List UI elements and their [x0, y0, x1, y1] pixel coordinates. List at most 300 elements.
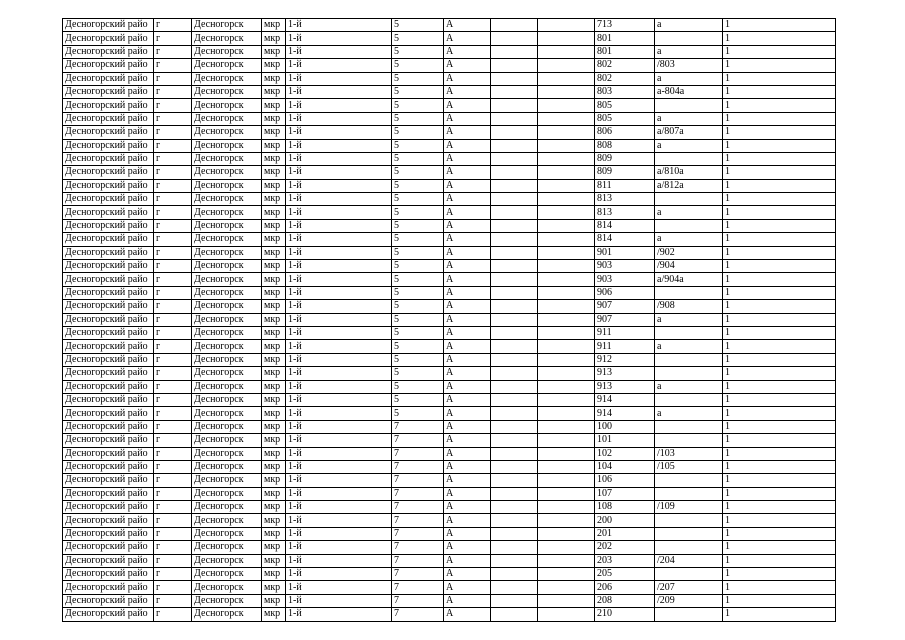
block-cell: 5 — [392, 72, 444, 85]
house-number-cell: 903 — [595, 273, 655, 286]
table-row — [63, 99, 836, 112]
block-cell: 7 — [392, 434, 444, 447]
block-cell: 5 — [392, 59, 444, 72]
city-cell: Десногорск — [192, 45, 262, 58]
settlement-type-cell: мкр — [262, 99, 286, 112]
locality-type-cell: г — [154, 353, 192, 366]
district-cell: Десногорский райо — [63, 581, 154, 594]
house-suffix-cell: а — [655, 233, 723, 246]
settlement-name-cell: 1-й — [286, 166, 392, 179]
empty-cell — [491, 152, 538, 165]
table-row — [63, 447, 836, 460]
settlement-name-cell: 1-й — [286, 353, 392, 366]
house-number-cell: 914 — [595, 393, 655, 406]
city-cell: Десногорск — [192, 300, 262, 313]
house-number-cell: 912 — [595, 353, 655, 366]
letter-cell: А — [444, 233, 491, 246]
letter-cell: А — [444, 112, 491, 125]
block-cell: 5 — [392, 126, 444, 139]
letter-cell: А — [444, 300, 491, 313]
letter-cell: А — [444, 541, 491, 554]
city-cell: Десногорск — [192, 420, 262, 433]
count-cell: 1 — [723, 393, 836, 406]
settlement-type-cell: мкр — [262, 447, 286, 460]
letter-cell: А — [444, 474, 491, 487]
block-cell: 7 — [392, 554, 444, 567]
table-row — [63, 45, 836, 58]
city-cell: Десногорск — [192, 233, 262, 246]
locality-type-cell: г — [154, 420, 192, 433]
empty-cell — [491, 246, 538, 259]
block-cell: 7 — [392, 420, 444, 433]
table-row — [63, 581, 836, 594]
house-suffix-cell: /103 — [655, 447, 723, 460]
block-cell: 5 — [392, 152, 444, 165]
house-suffix-cell: /204 — [655, 554, 723, 567]
city-cell: Десногорск — [192, 313, 262, 326]
empty-cell — [538, 326, 595, 339]
house-number-cell: 802 — [595, 59, 655, 72]
block-cell: 5 — [392, 179, 444, 192]
table-row — [63, 19, 836, 32]
table-row — [63, 286, 836, 299]
settlement-type-cell: мкр — [262, 420, 286, 433]
house-suffix-cell — [655, 32, 723, 45]
house-suffix-cell: а — [655, 139, 723, 152]
settlement-type-cell: мкр — [262, 568, 286, 581]
letter-cell: А — [444, 206, 491, 219]
locality-type-cell: г — [154, 139, 192, 152]
district-cell: Десногорский райо — [63, 286, 154, 299]
house-suffix-cell: /803 — [655, 59, 723, 72]
district-cell: Десногорский райо — [63, 99, 154, 112]
settlement-type-cell: мкр — [262, 501, 286, 514]
empty-cell — [538, 32, 595, 45]
block-cell: 7 — [392, 460, 444, 473]
settlement-name-cell: 1-й — [286, 179, 392, 192]
house-number-cell: 208 — [595, 594, 655, 607]
locality-type-cell: г — [154, 434, 192, 447]
empty-cell — [538, 193, 595, 206]
district-cell: Десногорский райо — [63, 594, 154, 607]
district-cell: Десногорский райо — [63, 487, 154, 500]
empty-cell — [538, 72, 595, 85]
empty-cell — [491, 85, 538, 98]
district-cell: Десногорский райо — [63, 514, 154, 527]
city-cell: Десногорск — [192, 594, 262, 607]
block-cell: 5 — [392, 99, 444, 112]
locality-type-cell: г — [154, 260, 192, 273]
letter-cell: А — [444, 166, 491, 179]
house-number-cell: 914 — [595, 407, 655, 420]
settlement-type-cell: мкр — [262, 460, 286, 473]
city-cell: Десногорск — [192, 99, 262, 112]
empty-cell — [538, 45, 595, 58]
district-cell: Десногорский райо — [63, 126, 154, 139]
letter-cell: А — [444, 152, 491, 165]
empty-cell — [491, 434, 538, 447]
empty-cell — [538, 273, 595, 286]
settlement-name-cell: 1-й — [286, 85, 392, 98]
locality-type-cell: г — [154, 246, 192, 259]
settlement-name-cell: 1-й — [286, 246, 392, 259]
empty-cell — [491, 139, 538, 152]
table-row — [63, 193, 836, 206]
settlement-name-cell: 1-й — [286, 474, 392, 487]
empty-cell — [538, 541, 595, 554]
house-number-cell: 713 — [595, 19, 655, 32]
settlement-type-cell: мкр — [262, 193, 286, 206]
locality-type-cell: г — [154, 300, 192, 313]
city-cell: Десногорск — [192, 527, 262, 540]
district-cell: Десногорский райо — [63, 112, 154, 125]
city-cell: Десногорск — [192, 286, 262, 299]
district-cell: Десногорский райо — [63, 193, 154, 206]
house-suffix-cell — [655, 99, 723, 112]
empty-cell — [538, 59, 595, 72]
empty-cell — [491, 460, 538, 473]
table-row — [63, 166, 836, 179]
empty-cell — [491, 179, 538, 192]
locality-type-cell: г — [154, 393, 192, 406]
letter-cell: А — [444, 340, 491, 353]
count-cell: 1 — [723, 407, 836, 420]
block-cell: 5 — [392, 393, 444, 406]
locality-type-cell: г — [154, 219, 192, 232]
block-cell: 5 — [392, 273, 444, 286]
house-suffix-cell — [655, 527, 723, 540]
settlement-type-cell: мкр — [262, 326, 286, 339]
empty-cell — [491, 126, 538, 139]
house-suffix-cell: /207 — [655, 581, 723, 594]
house-suffix-cell: а — [655, 72, 723, 85]
house-suffix-cell: а — [655, 206, 723, 219]
block-cell: 5 — [392, 380, 444, 393]
table-row — [63, 353, 836, 366]
block-cell: 5 — [392, 139, 444, 152]
count-cell: 1 — [723, 99, 836, 112]
empty-cell — [491, 407, 538, 420]
house-number-cell: 811 — [595, 179, 655, 192]
table-row — [63, 527, 836, 540]
house-suffix-cell — [655, 219, 723, 232]
city-cell: Десногорск — [192, 393, 262, 406]
house-suffix-cell — [655, 487, 723, 500]
settlement-type-cell: мкр — [262, 179, 286, 192]
table-row — [63, 434, 836, 447]
block-cell: 5 — [392, 407, 444, 420]
house-number-cell: 203 — [595, 554, 655, 567]
empty-cell — [538, 554, 595, 567]
empty-cell — [538, 313, 595, 326]
empty-cell — [491, 501, 538, 514]
count-cell: 1 — [723, 474, 836, 487]
settlement-name-cell: 1-й — [286, 541, 392, 554]
empty-cell — [538, 286, 595, 299]
city-cell: Десногорск — [192, 59, 262, 72]
count-cell: 1 — [723, 112, 836, 125]
empty-cell — [491, 594, 538, 607]
empty-cell — [538, 99, 595, 112]
city-cell: Десногорск — [192, 501, 262, 514]
house-number-cell: 805 — [595, 112, 655, 125]
empty-cell — [491, 353, 538, 366]
locality-type-cell: г — [154, 340, 192, 353]
empty-cell — [538, 152, 595, 165]
house-suffix-cell — [655, 152, 723, 165]
settlement-type-cell: мкр — [262, 85, 286, 98]
letter-cell: А — [444, 59, 491, 72]
settlement-name-cell: 1-й — [286, 460, 392, 473]
locality-type-cell: г — [154, 447, 192, 460]
empty-cell — [538, 514, 595, 527]
district-cell: Десногорский райо — [63, 554, 154, 567]
house-suffix-cell: а — [655, 340, 723, 353]
block-cell: 5 — [392, 260, 444, 273]
settlement-type-cell: мкр — [262, 59, 286, 72]
district-cell: Десногорский райо — [63, 59, 154, 72]
settlement-type-cell: мкр — [262, 126, 286, 139]
settlement-name-cell: 1-й — [286, 554, 392, 567]
settlement-type-cell: мкр — [262, 474, 286, 487]
count-cell: 1 — [723, 246, 836, 259]
settlement-type-cell: мкр — [262, 313, 286, 326]
settlement-type-cell: мкр — [262, 393, 286, 406]
empty-cell — [538, 367, 595, 380]
empty-cell — [538, 460, 595, 473]
house-suffix-cell: а — [655, 112, 723, 125]
settlement-type-cell: мкр — [262, 340, 286, 353]
locality-type-cell: г — [154, 273, 192, 286]
letter-cell: А — [444, 326, 491, 339]
city-cell: Десногорск — [192, 340, 262, 353]
empty-cell — [491, 112, 538, 125]
district-cell: Десногорский райо — [63, 407, 154, 420]
district-cell: Десногорский райо — [63, 501, 154, 514]
settlement-name-cell: 1-й — [286, 594, 392, 607]
count-cell: 1 — [723, 179, 836, 192]
locality-type-cell: г — [154, 45, 192, 58]
empty-cell — [491, 367, 538, 380]
empty-cell — [538, 527, 595, 540]
house-suffix-cell — [655, 353, 723, 366]
empty-cell — [491, 19, 538, 32]
house-number-cell: 101 — [595, 434, 655, 447]
district-cell: Десногорский райо — [63, 447, 154, 460]
city-cell: Десногорск — [192, 326, 262, 339]
table-row — [63, 594, 836, 607]
settlement-type-cell: мкр — [262, 407, 286, 420]
empty-cell — [491, 273, 538, 286]
settlement-type-cell: мкр — [262, 300, 286, 313]
locality-type-cell: г — [154, 32, 192, 45]
letter-cell: А — [444, 608, 491, 621]
house-suffix-cell: /902 — [655, 246, 723, 259]
house-number-cell: 107 — [595, 487, 655, 500]
empty-cell — [538, 179, 595, 192]
letter-cell: А — [444, 380, 491, 393]
settlement-name-cell: 1-й — [286, 608, 392, 621]
table-row — [63, 300, 836, 313]
count-cell: 1 — [723, 233, 836, 246]
empty-cell — [538, 126, 595, 139]
count-cell: 1 — [723, 460, 836, 473]
locality-type-cell: г — [154, 193, 192, 206]
empty-cell — [491, 32, 538, 45]
district-cell: Десногорский райо — [63, 474, 154, 487]
settlement-name-cell: 1-й — [286, 380, 392, 393]
letter-cell: А — [444, 139, 491, 152]
city-cell: Десногорск — [192, 260, 262, 273]
house-number-cell: 813 — [595, 206, 655, 219]
district-cell: Десногорский райо — [63, 85, 154, 98]
district-cell: Десногорский райо — [63, 380, 154, 393]
house-number-cell: 206 — [595, 581, 655, 594]
letter-cell: А — [444, 286, 491, 299]
table-row — [63, 420, 836, 433]
empty-cell — [538, 139, 595, 152]
table-row — [63, 152, 836, 165]
locality-type-cell: г — [154, 313, 192, 326]
block-cell: 5 — [392, 367, 444, 380]
block-cell: 5 — [392, 286, 444, 299]
letter-cell: А — [444, 594, 491, 607]
settlement-name-cell: 1-й — [286, 313, 392, 326]
table-row — [63, 219, 836, 232]
district-cell: Десногорский райо — [63, 367, 154, 380]
count-cell: 1 — [723, 447, 836, 460]
house-number-cell: 906 — [595, 286, 655, 299]
house-suffix-cell: /904 — [655, 260, 723, 273]
count-cell: 1 — [723, 527, 836, 540]
settlement-name-cell: 1-й — [286, 501, 392, 514]
empty-cell — [538, 420, 595, 433]
letter-cell: А — [444, 273, 491, 286]
empty-cell — [538, 474, 595, 487]
table-row — [63, 487, 836, 500]
settlement-name-cell: 1-й — [286, 407, 392, 420]
district-cell: Десногорский райо — [63, 326, 154, 339]
locality-type-cell: г — [154, 59, 192, 72]
empty-cell — [491, 260, 538, 273]
count-cell: 1 — [723, 380, 836, 393]
count-cell: 1 — [723, 340, 836, 353]
house-suffix-cell — [655, 608, 723, 621]
letter-cell: А — [444, 568, 491, 581]
letter-cell: А — [444, 447, 491, 460]
empty-cell — [491, 541, 538, 554]
settlement-name-cell: 1-й — [286, 32, 392, 45]
locality-type-cell: г — [154, 474, 192, 487]
house-suffix-cell — [655, 568, 723, 581]
locality-type-cell: г — [154, 487, 192, 500]
letter-cell: А — [444, 460, 491, 473]
house-suffix-cell: а — [655, 380, 723, 393]
locality-type-cell: г — [154, 126, 192, 139]
count-cell: 1 — [723, 367, 836, 380]
table-row — [63, 273, 836, 286]
settlement-name-cell: 1-й — [286, 206, 392, 219]
settlement-name-cell: 1-й — [286, 112, 392, 125]
letter-cell: А — [444, 246, 491, 259]
house-number-cell: 108 — [595, 501, 655, 514]
empty-cell — [491, 340, 538, 353]
house-number-cell: 907 — [595, 313, 655, 326]
block-cell: 7 — [392, 608, 444, 621]
district-cell: Десногорский райо — [63, 353, 154, 366]
settlement-type-cell: мкр — [262, 286, 286, 299]
district-cell: Десногорский райо — [63, 32, 154, 45]
locality-type-cell: г — [154, 594, 192, 607]
house-suffix-cell — [655, 514, 723, 527]
city-cell: Десногорск — [192, 166, 262, 179]
table-row — [63, 541, 836, 554]
settlement-name-cell: 1-й — [286, 233, 392, 246]
count-cell: 1 — [723, 541, 836, 554]
house-suffix-cell: а/904а — [655, 273, 723, 286]
locality-type-cell: г — [154, 166, 192, 179]
settlement-name-cell: 1-й — [286, 139, 392, 152]
letter-cell: А — [444, 367, 491, 380]
house-number-cell: 913 — [595, 367, 655, 380]
count-cell: 1 — [723, 32, 836, 45]
count-cell: 1 — [723, 152, 836, 165]
empty-cell — [538, 447, 595, 460]
table-row — [63, 85, 836, 98]
house-number-cell: 913 — [595, 380, 655, 393]
house-suffix-cell — [655, 420, 723, 433]
table-row — [63, 340, 836, 353]
letter-cell: А — [444, 99, 491, 112]
locality-type-cell: г — [154, 367, 192, 380]
empty-cell — [491, 447, 538, 460]
table-row — [63, 233, 836, 246]
settlement-type-cell: мкр — [262, 367, 286, 380]
city-cell: Десногорск — [192, 32, 262, 45]
settlement-type-cell: мкр — [262, 487, 286, 500]
letter-cell: А — [444, 72, 491, 85]
house-number-cell: 813 — [595, 193, 655, 206]
city-cell: Десногорск — [192, 273, 262, 286]
table-row — [63, 393, 836, 406]
block-cell: 5 — [392, 313, 444, 326]
block-cell: 7 — [392, 541, 444, 554]
locality-type-cell: г — [154, 527, 192, 540]
district-cell: Десногорский райо — [63, 568, 154, 581]
city-cell: Десногорск — [192, 193, 262, 206]
table-row — [63, 72, 836, 85]
empty-cell — [491, 206, 538, 219]
house-number-cell: 903 — [595, 260, 655, 273]
settlement-type-cell: мкр — [262, 206, 286, 219]
empty-cell — [491, 59, 538, 72]
house-number-cell: 814 — [595, 219, 655, 232]
district-cell: Десногорский райо — [63, 393, 154, 406]
locality-type-cell: г — [154, 460, 192, 473]
empty-cell — [491, 514, 538, 527]
settlement-name-cell: 1-й — [286, 340, 392, 353]
settlement-name-cell: 1-й — [286, 581, 392, 594]
count-cell: 1 — [723, 19, 836, 32]
table-row — [63, 474, 836, 487]
house-suffix-cell: а/807а — [655, 126, 723, 139]
settlement-type-cell: мкр — [262, 380, 286, 393]
count-cell: 1 — [723, 59, 836, 72]
locality-type-cell: г — [154, 380, 192, 393]
settlement-type-cell: мкр — [262, 434, 286, 447]
house-number-cell: 210 — [595, 608, 655, 621]
settlement-name-cell: 1-й — [286, 487, 392, 500]
